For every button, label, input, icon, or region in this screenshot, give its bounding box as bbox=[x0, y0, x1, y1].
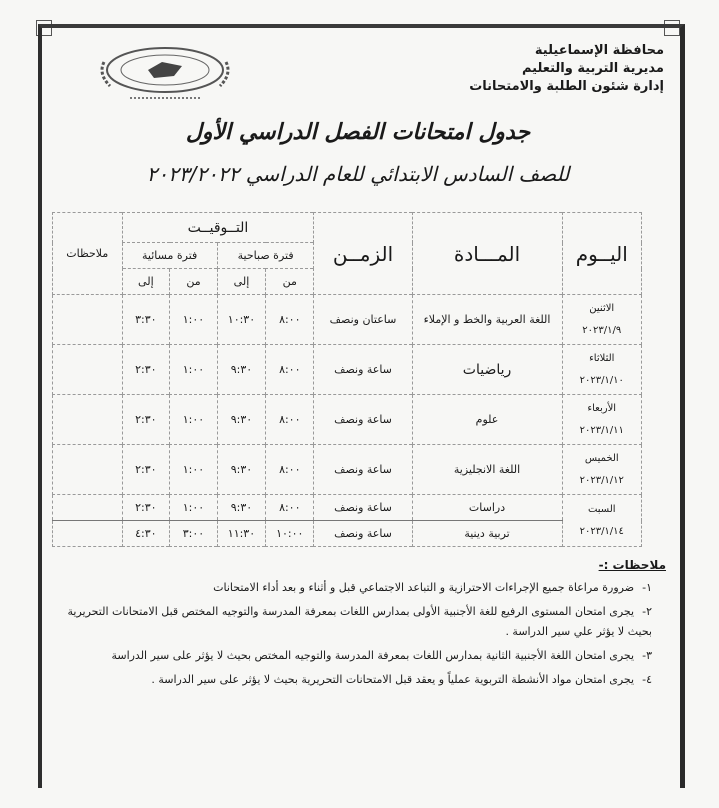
note-item bbox=[56, 646, 652, 666]
notes-cell bbox=[53, 395, 123, 445]
table-row bbox=[53, 345, 642, 395]
header-evening-from: من bbox=[170, 269, 218, 295]
morning-to-cell: ٩:٣٠ bbox=[217, 495, 265, 521]
issuer-header bbox=[469, 42, 664, 96]
evening-from-cell: ١:٠٠ bbox=[170, 295, 218, 345]
table-row bbox=[53, 395, 642, 445]
subject-cell: اللغة العربية والخط و الإملاء bbox=[412, 295, 562, 345]
header-notes: ملاحظات bbox=[53, 213, 123, 295]
duration-cell: ساعتان ونصف bbox=[314, 295, 412, 345]
table-row bbox=[53, 295, 642, 345]
notes-cell bbox=[53, 295, 123, 345]
morning-from-cell: ٨:٠٠ bbox=[266, 345, 314, 395]
day-cell bbox=[562, 495, 641, 547]
day-name: السبت bbox=[587, 503, 616, 515]
note-text: ضرورة مراعاة جميع الإجراءات الاحترازية و التباعد الاجتماعي قبل و أثناء و بعد أداء الامتحانات bbox=[213, 581, 635, 594]
exam-schedule-table bbox=[52, 212, 642, 547]
header-morning-from: من bbox=[266, 269, 314, 295]
evening-to-cell: ٢:٣٠ bbox=[122, 345, 170, 395]
document-subtitle: للصف السادس الابتدائي للعام الدراسي ٢٠٢٣/٢٠٢٢ bbox=[146, 162, 570, 186]
evening-to-cell: ٣:٣٠ bbox=[122, 295, 170, 345]
note-text: يجرى امتحان المستوى الرفيع للغة الأجنبية الأولى بمدارس اللغات بمعرفة المدرسة والتوجيه المختص قبل الامتحانات التحريرية بحيث لا يؤثر علي سير الدراسة . bbox=[67, 605, 652, 638]
notes-cell bbox=[53, 345, 123, 395]
exam-date: ٢٠٢٣/١/١٤ bbox=[579, 525, 624, 537]
morning-from-cell: ٨:٠٠ bbox=[266, 395, 314, 445]
document-title: جدول امتحانات الفصل الدراسي الأول bbox=[185, 120, 531, 145]
note-text: يجرى امتحان اللغة الأجنبية الثانية بمدارس اللغات بمعرفة المدرسة والتوجيه المختص بحيث لا يؤثر على سير الدراسة bbox=[111, 649, 635, 662]
header-morning: فترة صباحية bbox=[217, 243, 314, 269]
day-cell bbox=[562, 395, 641, 445]
notes-title: ملاحظات :- bbox=[598, 558, 666, 572]
day-name: الثلاثاء bbox=[589, 352, 615, 364]
duration-cell: ساعة ونصف bbox=[314, 395, 412, 445]
header-evening: فترة مسائية bbox=[122, 243, 217, 269]
exam-date: ٢٠٢٣/١/١٠ bbox=[579, 374, 624, 386]
department: إدارة شئون الطلبة والامتحانات bbox=[469, 79, 664, 94]
morning-from-cell: ١٠:٠٠ bbox=[266, 521, 314, 547]
evening-to-cell: ٢:٣٠ bbox=[122, 495, 170, 521]
day-name: الخميس bbox=[584, 452, 619, 464]
note-item bbox=[56, 578, 652, 598]
notes-cell bbox=[53, 521, 123, 547]
evening-from-cell: ١:٠٠ bbox=[170, 395, 218, 445]
table-row bbox=[53, 445, 642, 495]
note-item bbox=[56, 670, 652, 690]
morning-from-cell: ٨:٠٠ bbox=[266, 445, 314, 495]
morning-to-cell: ١١:٣٠ bbox=[217, 521, 265, 547]
duration-cell: ساعة ونصف bbox=[314, 345, 412, 395]
exam-schedule-document bbox=[44, 30, 672, 720]
day-name: الاثنين bbox=[589, 302, 615, 314]
day-name: الأربعاء bbox=[587, 402, 617, 414]
notes-cell bbox=[53, 445, 123, 495]
subject-cell: رياضيات bbox=[412, 345, 562, 395]
day-cell bbox=[562, 345, 641, 395]
governorate: محافظة الإسماعيلية bbox=[534, 43, 664, 58]
morning-to-cell: ٩:٣٠ bbox=[217, 345, 265, 395]
note-item bbox=[56, 602, 652, 642]
evening-from-cell: ١:٠٠ bbox=[170, 445, 218, 495]
morning-from-cell: ٨:٠٠ bbox=[266, 295, 314, 345]
subject-cell: تربية دينية bbox=[412, 521, 562, 547]
header-day: اليــوم bbox=[562, 213, 641, 295]
exam-date: ٢٠٢٣/١/١٢ bbox=[579, 474, 624, 486]
morning-to-cell: ٩:٣٠ bbox=[217, 395, 265, 445]
evening-from-cell: ١:٠٠ bbox=[170, 345, 218, 395]
day-cell bbox=[562, 295, 641, 345]
notes-cell bbox=[53, 495, 123, 521]
header-duration: الزمــن bbox=[314, 213, 412, 295]
header-morning-to: إلى bbox=[217, 269, 265, 295]
morning-to-cell: ٩:٣٠ bbox=[217, 445, 265, 495]
evening-to-cell: ٢:٣٠ bbox=[122, 445, 170, 495]
header-subject: المـــادة bbox=[412, 213, 562, 295]
morning-to-cell: ١٠:٣٠ bbox=[217, 295, 265, 345]
notes-section bbox=[56, 558, 666, 694]
note-number: ٢- bbox=[642, 605, 652, 618]
subject-cell: اللغة الانجليزية bbox=[412, 445, 562, 495]
table-row bbox=[53, 495, 642, 521]
note-number: ١- bbox=[642, 581, 652, 594]
directorate: مديرية التربية والتعليم bbox=[521, 61, 664, 76]
note-text: يجرى امتحان مواد الأنشطة التربوية عملياً و يعقد قبل الامتحانات التحريرية بحيث لا يؤثر على سير الدراسة . bbox=[151, 673, 635, 686]
morning-from-cell: ٨:٠٠ bbox=[266, 495, 314, 521]
exam-date: ٢٠٢٣/١/١١ bbox=[579, 424, 624, 436]
note-number: ٣- bbox=[642, 649, 652, 662]
duration-cell: ساعة ونصف bbox=[314, 445, 412, 495]
duration-cell: ساعة ونصف bbox=[314, 521, 412, 547]
table-row bbox=[53, 521, 642, 547]
evening-from-cell: ٣:٠٠ bbox=[170, 521, 218, 547]
day-cell bbox=[562, 445, 641, 495]
duration-cell: ساعة ونصف bbox=[314, 495, 412, 521]
subject-cell: علوم bbox=[412, 395, 562, 445]
exam-date: ٢٠٢٣/١/٩ bbox=[582, 324, 622, 336]
subject-cell: دراسات bbox=[412, 495, 562, 521]
header-evening-to: إلى bbox=[122, 269, 170, 295]
evening-from-cell: ١:٠٠ bbox=[170, 495, 218, 521]
evening-to-cell: ٤:٣٠ bbox=[122, 521, 170, 547]
ministry-seal-logo-icon bbox=[90, 40, 240, 112]
note-number: ٤- bbox=[642, 673, 652, 686]
evening-to-cell: ٢:٣٠ bbox=[122, 395, 170, 445]
header-timing: التــوقيــت bbox=[122, 213, 314, 243]
